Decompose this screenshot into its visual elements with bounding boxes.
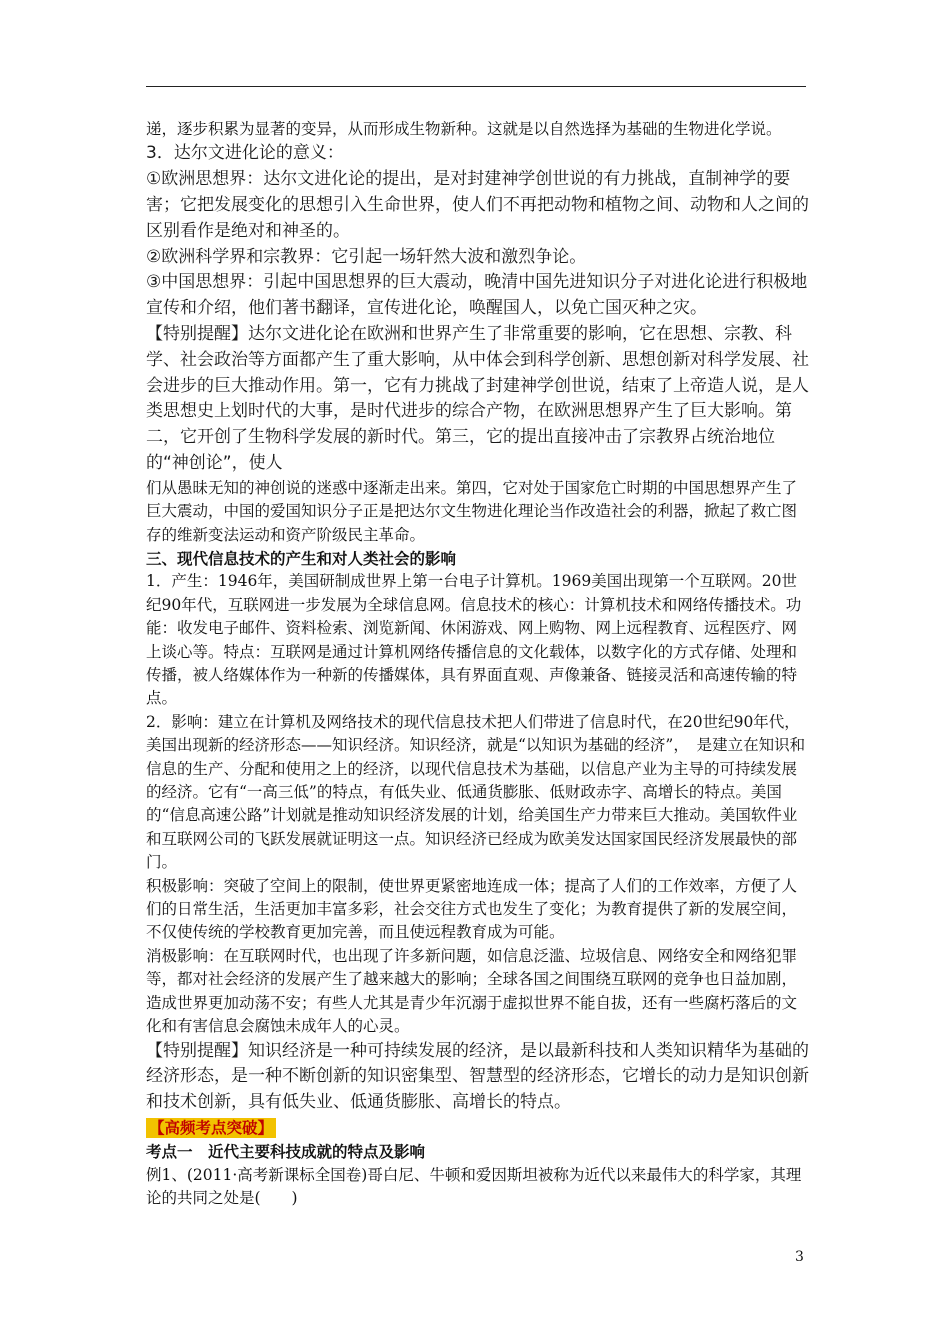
- paragraph-origin: 1．产生：1946年，美国研制成世界上第一台电子计算机。1969美国出现第一个互联网。20世纪90年代，互联网进一步发展为全球信息网。信息技术的核心：计算机技术和网络传播技术。功能：收发电子邮件、资料检索、浏览新闻、休闲游戏、网上购物、网上远程教育、远程医疗、网上谈心等。特点：互联网是通过计算机网络传播信息的文化载体，以数字化的方式存储、处理和传播，被人络媒体作为一种新的传播媒体，具有界面直观、声像兼备、链接灵活和高速传输的特点。: [146, 572, 802, 708]
- highlight-label: 【高频考点突破】: [146, 1118, 276, 1138]
- document-body: [146, 118, 810, 1211]
- paragraph-evolution-end: 递，逐步积累为显著的变异，从而形成生物新种。这就是以自然选择为基础的生物进化学说。: [146, 120, 782, 138]
- scanned-insert-knowledge: [146, 1039, 810, 1116]
- exam-point-heading: 考点一 近代主要科技成就的特点及影响: [146, 1142, 426, 1162]
- paragraph-china-thought: ③中国思想界：引起中国思想界的巨大震动，晚清中国先进知识分子对进化论进行积极地宣传和介绍，他们著书翻译，宣传进化论，唤醒国人，以免亡国灭种之灾。: [146, 272, 808, 319]
- section-heading-info-tech: 三、现代信息技术的产生和对人类社会的影响: [146, 548, 457, 568]
- paragraph-special-reminder-2: 【特别提醒】知识经济是一种可持续发展的经济，是以最新科技和人类知识精华为基础的经济形态，是一种不断创新的知识密集型、智慧型的经济形态，它增长的动力是知识创新和技术创新，具有低失业、低通货膨胀、高增长的特点。: [146, 1040, 809, 1113]
- example-question: 例1、(2011·高考新课标全国卷)哥白尼、牛顿和爱因斯坦被称为近代以来最伟大的科学家，其理论的共同之处是( ): [146, 1165, 802, 1208]
- paragraph-europe-science: ②欧洲科学界和宗教界：它引起一场轩然大波和激烈争论。: [146, 246, 587, 267]
- scanned-insert-darwin: [146, 141, 810, 476]
- paragraph-europe-thought: ①欧洲思想界：达尔文进化论的提出，是对封建神学创世说的有力挑战，直制神学的要害；它把发展变化的思想引入生命世界，使人们不再把动物和植物之间、动物和人之间的区别看作是绝对和神圣的。: [146, 169, 809, 241]
- paragraph-impact: 2．影响：建立在计算机及网络技术的现代信息技术把人们带进了信息时代，在20世纪90年代，美国出现新的经济形态——知识经济。知识经济，就是“以知识为基础的经济”， 是建立在知识和信息的生产、分配和使用之上的经济，以现代信息技术为基础，以信息产业为主导的可持续发展的经济。它有“一高三低”的特点，有低失业、低通货膨胀、低财政赤字、高增长的特点。美国的“信息高速公路”计划就是推动知识经济发展的计划，给美国生产力带来巨大推动。美国软件业和互联网公司的飞跃发展就证明这一点。知识经济已经成为欧美发达国家国民经济发展最快的部门。: [146, 712, 806, 872]
- heading-darwin-significance: 3．达尔文进化论的意义：: [146, 143, 344, 164]
- paragraph-negative-impact: 消极影响：在互联网时代，也出现了许多新问题，如信息泛滥、垃圾信息、网络安全和网络犯罪等，都对社会经济的发展产生了越来越大的影响；全球各国之间围绕互联网的竞争也日益加剧，造成世界更加动荡不安；有些人尤其是青少年沉溺于虚拟世界不能自拔，还有一些腐朽落后的文化和有害信息会腐蚀未成年人的心灵。: [146, 946, 798, 1036]
- page-number: 3: [795, 1249, 804, 1265]
- paragraph-darwin-continued: 们从愚昧无知的神创说的迷惑中逐渐走出来。第四，它对处于国家危亡时期的中国思想界产生了巨大震动，中国的爱国知识分子正是把达尔文生物进化理论当作改造社会的利器，掀起了救亡图存的维新变法运动和资产阶级民主革命。: [146, 478, 798, 544]
- header-rule: [146, 86, 806, 87]
- paragraph-special-reminder-1: 【特别提醒】达尔文进化论在欧洲和世界产生了非常重要的影响，它在思想、宗教、科学、社会政治等方面都产生了重大影响，从中体会到科学创新、思想创新对科学发展、社会进步的巨大推动作用。第一，它有力挑战了封建神学创世说，结束了上帝造人说，是人类思想史上划时代的大事，是时代进步的综合产物，在欧洲思想界产生了巨大影响。第二，它开创了生物科学发展的新时代。第三，它的提出直接冲击了宗教界占统治地位的“神创论”，使人: [146, 323, 809, 473]
- paragraph-positive-impact: 积极影响：突破了空间上的限制，使世界更紧密地连成一体；提高了人们的工作效率，方便了人们的日常生活，生活更加丰富多彩，社会交往方式也发生了变化；为教育提供了新的发展空间，不仅使传统的学校教育更加完善，而且使远程教育成为可能。: [146, 876, 798, 942]
